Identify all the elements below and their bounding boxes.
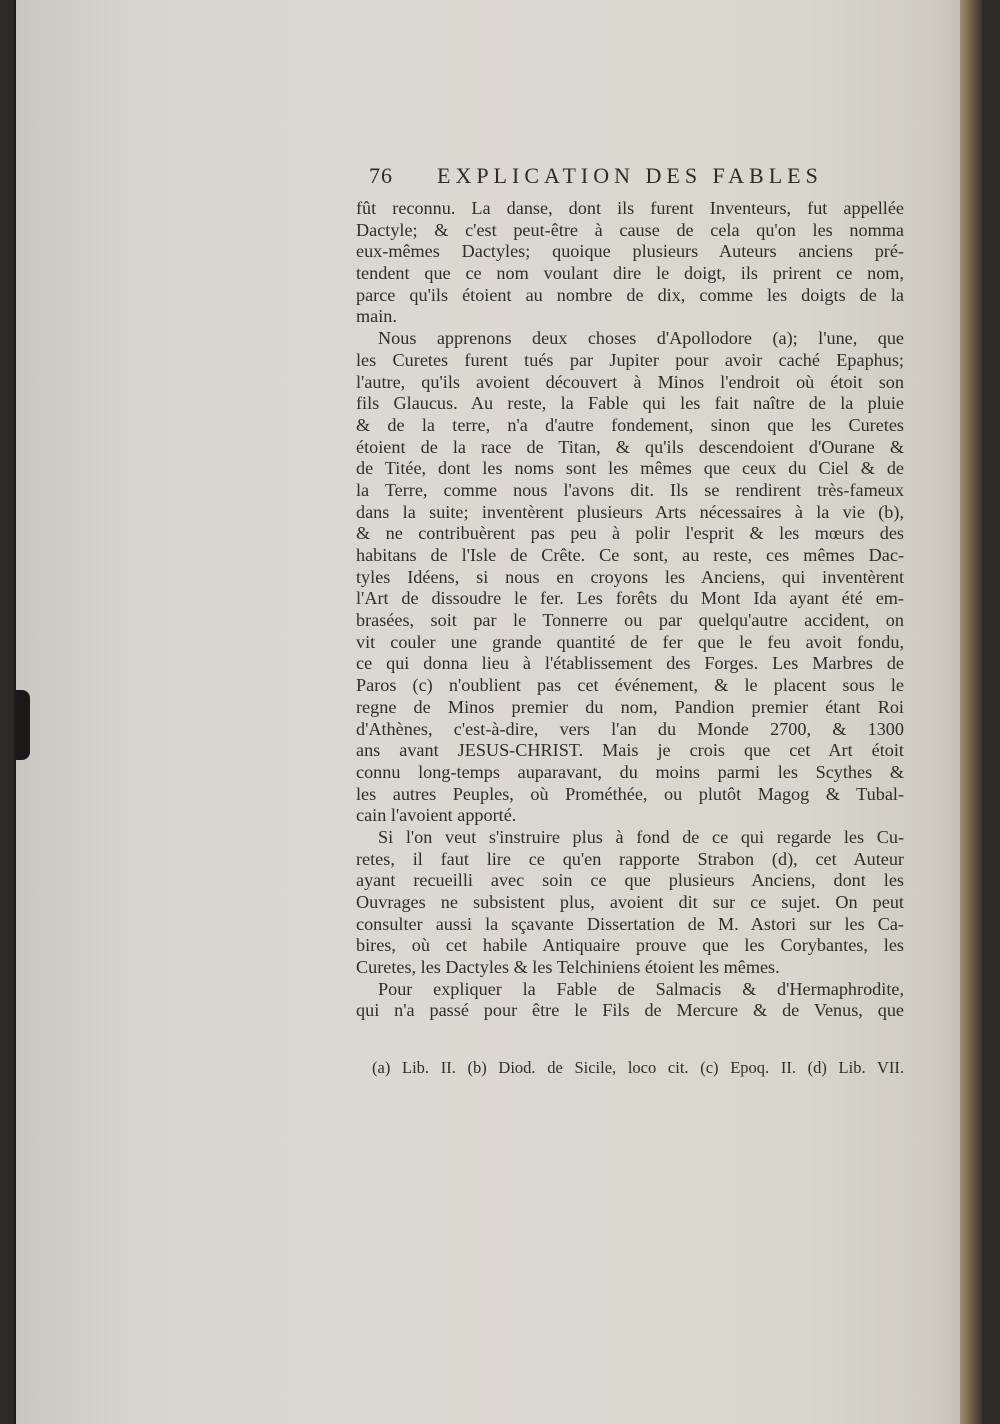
- text-line: dans la suite; inventèrent plusieurs Arts nécessaires à la vie (b),: [356, 501, 904, 522]
- page-header: [369, 163, 859, 197]
- text-line: consulter aussi la sçavante Dissertation de M. Astori sur les Ca-: [356, 913, 904, 934]
- text-line: tendent que ce nom voulant dire le doigt, ils prirent ce nom,: [356, 263, 904, 284]
- text-line: main.: [356, 306, 397, 327]
- text-line: & ne contribuèrent pas peu à polir l'esprit & les mœurs des: [356, 523, 904, 544]
- text-line: de Titée, dont les noms sont les mêmes que ceux du Ciel & de: [356, 458, 904, 479]
- text-line: connu long-temps auparavant, du moins parmi les Scythes &: [356, 761, 904, 782]
- text-line: d'Athènes, c'est-à-dire, vers l'an du Monde 2700, & 1300: [356, 718, 904, 739]
- text-line: Dactyle; & c'est peut-être à cause de cela qu'on les nomma: [356, 219, 904, 240]
- text-line: les Curetes furent tués par Jupiter pour avoir caché Epaphus;: [356, 349, 904, 370]
- page-number: 76: [369, 163, 393, 188]
- text-line: tyles Idéens, si nous en croyons les Anciens, qui inventèrent: [356, 566, 904, 587]
- text-line: regne de Minos premier du nom, Pandion premier étant Roi: [356, 696, 904, 717]
- text-line: étoient de la race de Titan, & qu'ils descendoient d'Ourane &: [356, 436, 904, 457]
- binding-clasp: [16, 690, 30, 760]
- text-line: Paros (c) n'oublient pas cet événement, & le placent sous le: [356, 675, 904, 696]
- text-line: l'Art de dissoudre le fer. Les forêts du Mont Ida ayant été em-: [356, 588, 904, 609]
- text-line: habitans de l'Isle de Crête. Ce sont, au reste, ces mêmes Dac-: [356, 545, 904, 565]
- running-title: EXPLICATION DES FABLES: [437, 163, 823, 188]
- text-line: & de la terre, n'a d'autre fondement, sinon que les Curetes: [356, 414, 904, 435]
- text-line: ce qui donna lieu à l'établissement des Forges. Les Marbres de: [356, 653, 904, 674]
- text-line: eux-mêmes Dactyles; quoique plusieurs Auteurs anciens pré-: [356, 241, 904, 262]
- footnotes: (a) Lib. II. (b) Diod. de Sicile, loco cit. (c) Epoq. II. (d) Lib. VII.: [372, 1058, 904, 1077]
- text-line: parce qu'ils étoient au nombre de dix, comme les doigts de la: [356, 284, 904, 305]
- facing-page-edge: [960, 0, 982, 1424]
- body-text: [356, 198, 904, 1022]
- text-line: ayant recueilli avec soin ce que plusieurs Anciens, dont les: [356, 870, 904, 891]
- paragraph-start-line: Si l'on veut s'instruire plus à fond de ce qui regarde les Cu-: [378, 826, 904, 847]
- text-line: qui n'a passé pour être le Fils de Mercure & de Venus, que: [356, 1000, 904, 1021]
- text-line: Ouvrages ne subsistent plus, avoient dit sur ce sujet. On peut: [356, 892, 904, 912]
- text-line: cain l'avoient apporté.: [356, 805, 517, 826]
- text-line: fils Glaucus. Au reste, la Fable qui les fait naître de la pluie: [356, 393, 904, 414]
- text-line: vit couler une grande quantité de fer que le feu avoit fondu,: [356, 631, 904, 652]
- text-line: brasées, soit par le Tonnerre ou par quelqu'autre accident, on: [356, 610, 904, 631]
- text-line: l'autre, qu'ils avoient découvert à Minos l'endroit où étoit son: [356, 371, 904, 392]
- paragraph-start-line: Pour expliquer la Fable de Salmacis & d'Hermaphrodite,: [378, 978, 904, 999]
- text-line: bires, où cet habile Antiquaire prouve que les Corybantes, les: [356, 935, 904, 956]
- text-line: les autres Peuples, où Prométhée, ou plutôt Magog & Tubal-: [356, 783, 904, 804]
- text-line: ans avant JESUS-CHRIST. Mais je crois que cet Art étoit: [356, 740, 904, 761]
- text-line: la Terre, comme nous l'avons dit. Ils se rendirent très-fameux: [356, 479, 904, 500]
- text-line: fût reconnu. La danse, dont ils furent Inventeurs, fut appellée: [356, 198, 904, 218]
- paragraph-start-line: Nous apprenons deux choses d'Apollodore (a); l'une, que: [378, 328, 904, 349]
- text-line: retes, il faut lire ce qu'en rapporte Strabon (d), cet Auteur: [356, 848, 904, 869]
- text-line: Curetes, les Dactyles & les Telchiniens étoient les mêmes.: [356, 957, 780, 978]
